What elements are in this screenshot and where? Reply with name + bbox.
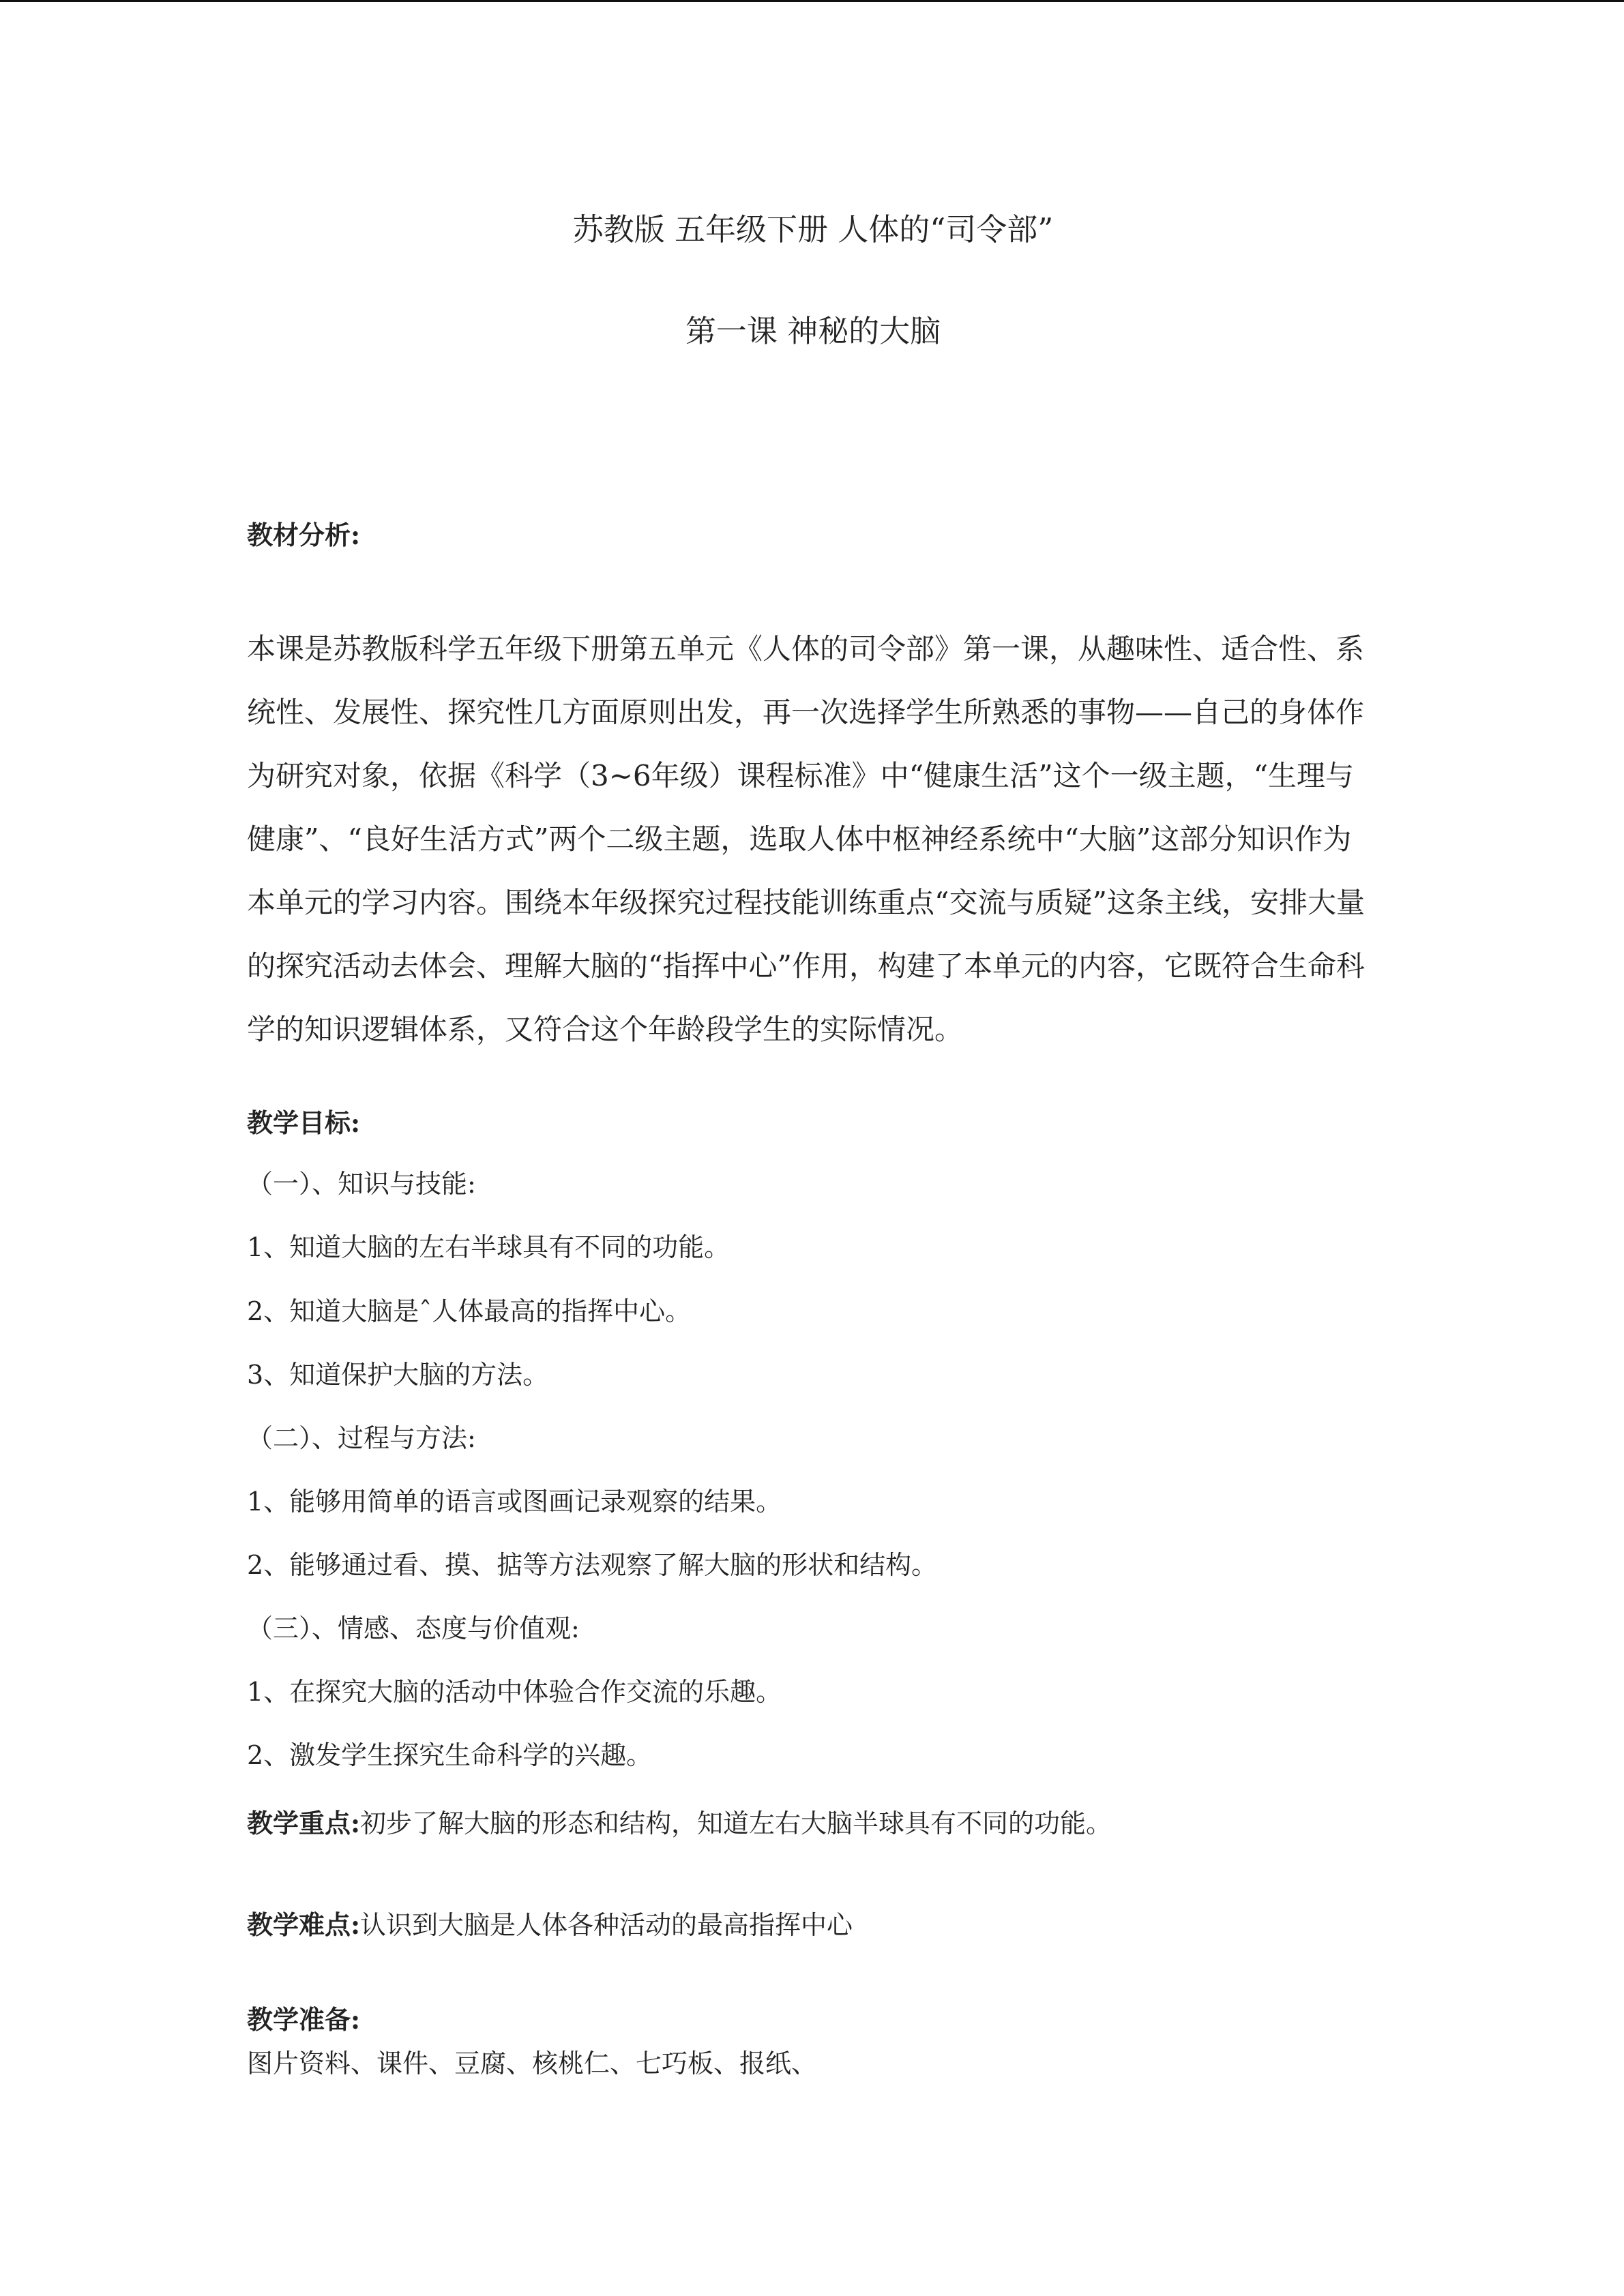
objectives-heading: 教学目标: <box>247 1107 361 1138</box>
key-point-text: 初步了解大脑的形态和结构，知道左右大脑半球具有不同的功能。 <box>360 1808 1112 1838</box>
objective-section-title: （三）、情感、态度与价值观: <box>247 1613 580 1643</box>
difficulty-label: 教学难点: <box>247 1909 361 1940</box>
key-point-line <box>247 1804 1112 1843</box>
document-title: 苏教版 五年级下册 人体的“司令部” <box>572 211 1054 248</box>
preparation-text: 图片资料、课件、豆腐、核桃仁、七巧板、报纸、 <box>247 2048 818 2078</box>
objective-item: 3、知道保护大脑的方法。 <box>247 1360 549 1390</box>
objective-item: 1、在探究大脑的活动中体验合作交流的乐趣。 <box>247 1677 782 1707</box>
key-point-label: 教学重点: <box>247 1808 361 1838</box>
objective-item: 2、能够通过看、摸、掂等方法观察了解大脑的形状和结构。 <box>247 1550 938 1580</box>
objective-section-title: （二）、过程与方法: <box>247 1423 476 1453</box>
lesson-title: 第一课 神秘的大脑 <box>685 313 941 349</box>
analysis-heading: 教材分析: <box>247 520 361 550</box>
page-top-border <box>0 0 1624 2</box>
objective-item: 2、知道大脑是ˆ人体最高的指挥中心。 <box>247 1296 692 1326</box>
difficulty-line <box>247 1906 853 1944</box>
objective-section-title: （一）、知识与技能: <box>247 1169 476 1199</box>
objective-item: 1、知道大脑的左右半球具有不同的功能。 <box>247 1232 730 1262</box>
objective-item: 1、能够用简单的语言或图画记录观察的结果。 <box>247 1487 782 1517</box>
analysis-paragraph: 本课是苏教版科学五年级下册第五单元《人体的司令部》第一课，从趣味性、适合性、系统性、发展性、探究性几方面原则出发，再一次选择学生所熟悉的事物——自己的身体作为研究对象，依据《科学（3~6年级）课程标准》中“健康生活”这个一级主题，“生理与健康”、“良好生活方式”两个二级主题，选取人体中枢神经系统中“大脑”这部分知识作为本单元的学习内容。围绕本年级探究过程技能训练重点“交流与质疑”这条主线，安排大量的探究活动去体会、理解大脑的“指挥中心”作用，构建了本单元的内容，它既符合生命科学的知识逻辑体系，又符合这个年龄段学生的实际情况。 <box>247 632 1365 1046</box>
preparation-heading: 教学准备: <box>247 2004 361 2035</box>
objective-item: 2、激发学生探究生命科学的兴趣。 <box>247 1740 653 1770</box>
difficulty-text: 认识到大脑是人体各种活动的最高指挥中心 <box>360 1910 853 1940</box>
